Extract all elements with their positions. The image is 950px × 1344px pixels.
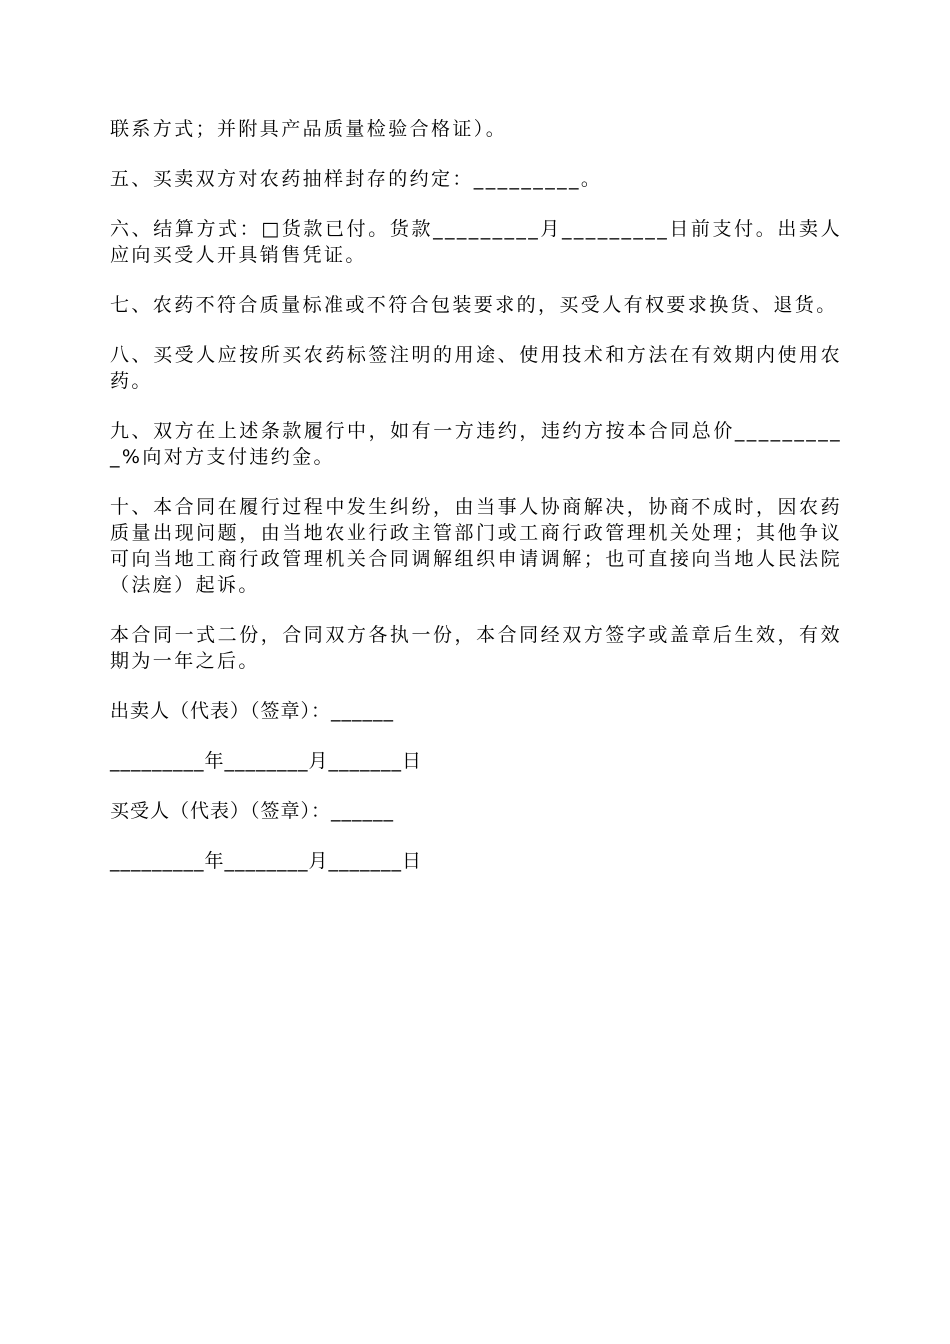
contract-clause-5: 五、买卖双方对农药抽样封存的约定：_________。 xyxy=(110,168,603,190)
seller-date-line: _________年________月_______日 xyxy=(110,750,423,772)
seller-signature-line: 出卖人（代表）（签章）：______ xyxy=(110,700,395,722)
buyer-date-line: _________年________月_______日 xyxy=(110,850,423,872)
contract-clause-10: 十、本合同在履行过程中发生纠纷，由当事人协商解决，协商不成时，因农药质量出现问题，由当地农业行政主管部门或工商行政管理机关处理；其他争议可向当地工商行政管理机关合同调解组织申请调解；也可直接向当地人民法院（法庭）起诉。 xyxy=(110,496,842,596)
buyer-signature-line: 买受人（代表）（签章）：______ xyxy=(110,800,395,822)
contract-clause-9: 九、双方在上述条款履行中，如有一方违约，违约方按本合同总价__________%向对方支付违约金。 xyxy=(110,420,842,468)
contract-clause-8: 八、买受人应按所买农药标签注明的用途、使用技术和方法在有效期内使用农药。 xyxy=(110,344,842,392)
document-page xyxy=(110,116,842,898)
contract-validity-clause: 本合同一式二份，合同双方各执一份，本合同经双方签字或盖章后生效，有效期为一年之后。 xyxy=(110,624,842,672)
contract-clause-contact: 联系方式；并附具产品质量检验合格证）。 xyxy=(110,118,508,140)
contract-clause-6: 六、结算方式：□货款已付。货款_________月_________日前支付。出卖人应向买受人开具销售凭证。 xyxy=(110,218,842,266)
contract-clause-7: 七、农药不符合质量标准或不符合包装要求的，买受人有权要求换货、退货。 xyxy=(110,294,838,316)
